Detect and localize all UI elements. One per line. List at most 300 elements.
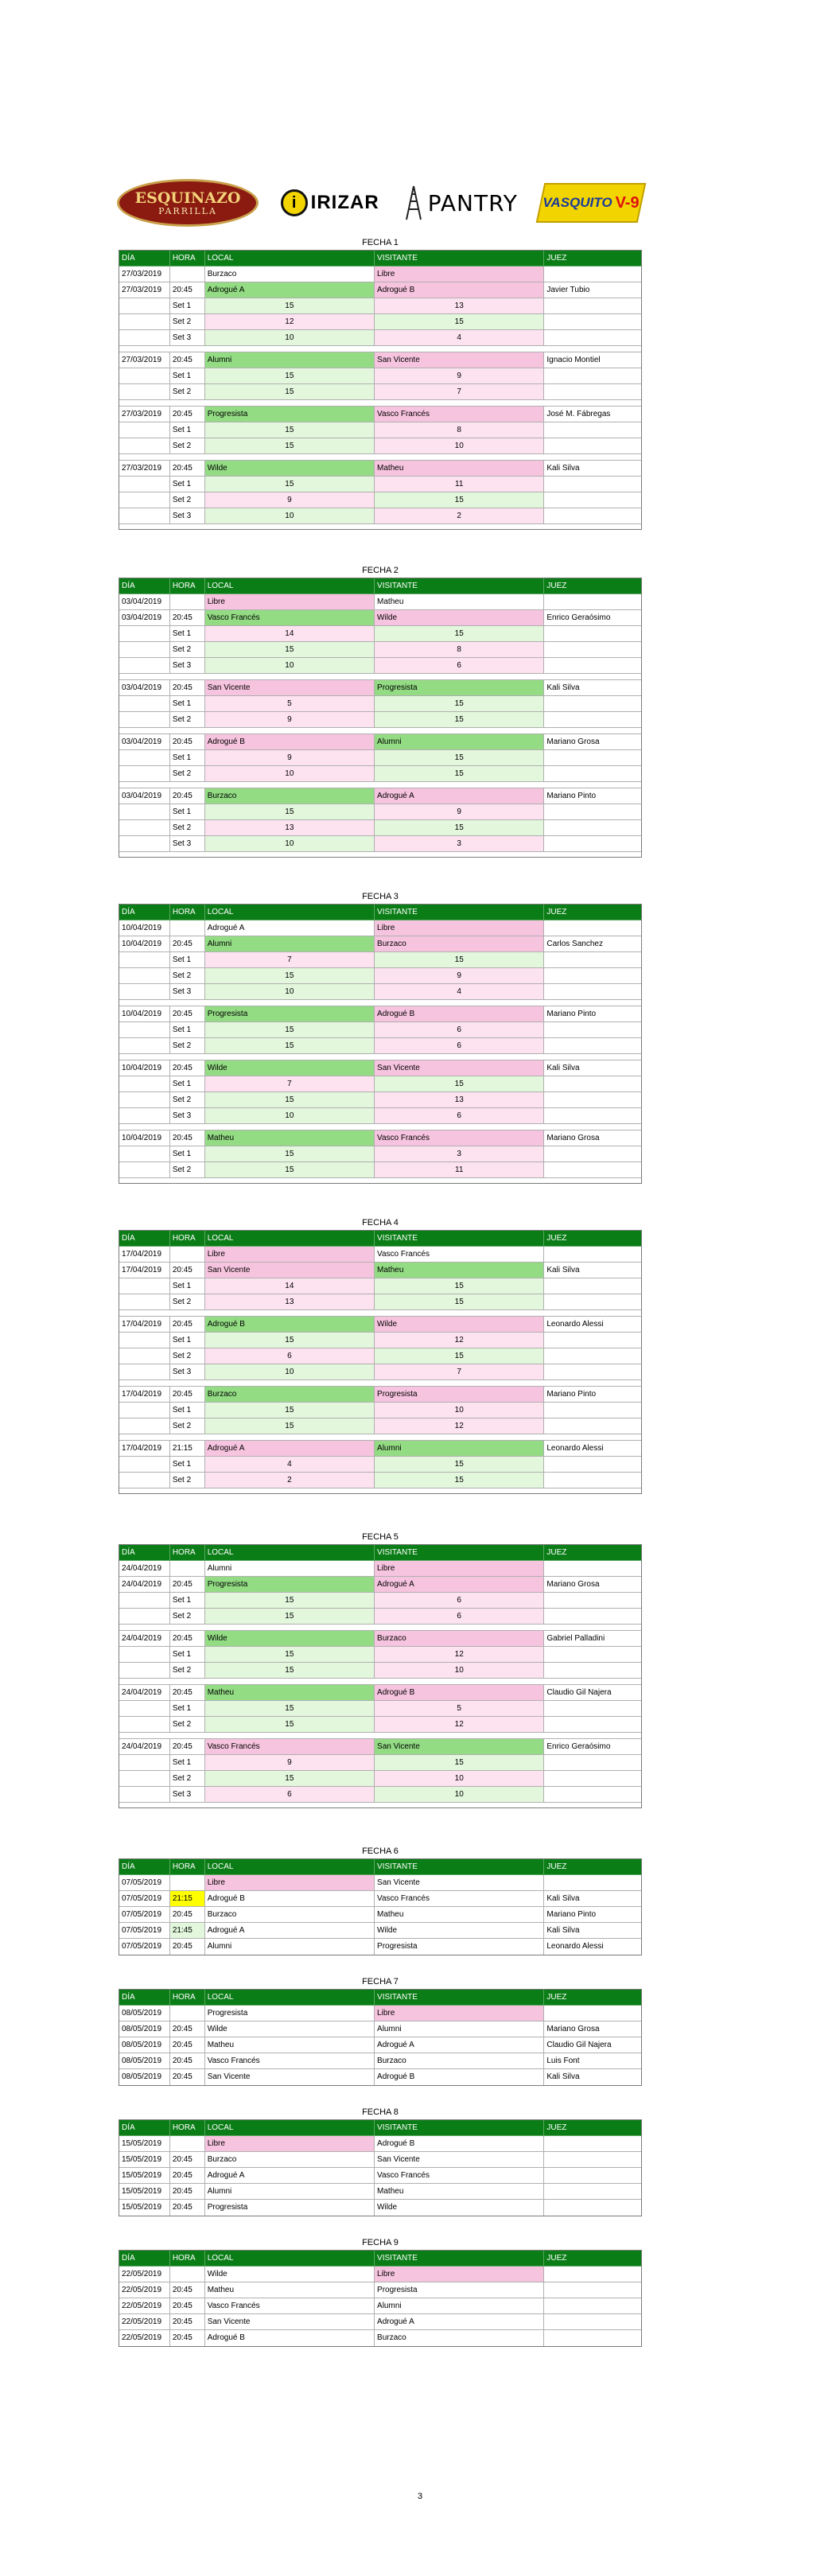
local-score: 10 [205,1364,375,1380]
date-cell: 15/05/2019 [119,2152,170,2168]
time-cell: 20:45 [170,1577,205,1593]
time-cell: 20:45 [170,1317,205,1333]
header-juez: JUEZ [544,1545,641,1561]
date-cell: 17/04/2019 [119,1441,170,1457]
local-cell: Progresista [205,1006,375,1022]
set-label: Set 2 [170,968,205,984]
time-cell: 20:45 [170,1907,205,1923]
visitante-score: 4 [375,984,544,1000]
local-cell: San Vicente [205,680,375,696]
spacer [119,1054,641,1060]
date-cell [119,804,170,820]
header-juez: JUEZ [544,1231,641,1247]
visitante-score: 4 [375,330,544,346]
date-cell: 24/04/2019 [119,1631,170,1647]
date-cell [119,368,170,384]
time-cell: 20:45 [170,2330,205,2346]
time-cell: 20:45 [170,2200,205,2216]
judge-cell: Javier Tubio [544,282,641,298]
set-label: Set 3 [170,836,205,852]
local-score: 15 [205,804,375,820]
set-row [119,1418,641,1434]
local-score: 9 [205,750,375,766]
match-row [119,788,641,804]
match-row [119,461,641,477]
visitante-score: 15 [375,750,544,766]
judge-cell [544,1092,641,1108]
visitante-cell: Libre [375,1561,544,1577]
judge-cell [544,1022,641,1038]
date-cell [119,1333,170,1348]
date-cell: 22/05/2019 [119,2298,170,2314]
visitante-cell: Progresista [375,2282,544,2298]
local-cell: Wilde [205,2267,375,2282]
judge-cell [544,2152,641,2168]
spacer [119,1124,641,1130]
visitante-cell: Progresista [375,680,544,696]
set-row [119,1473,641,1488]
date-cell [119,508,170,524]
local-cell: Matheu [205,2282,375,2298]
date-cell [119,1418,170,1434]
time-cell [170,920,205,936]
visitante-score: 15 [375,1278,544,1294]
date-cell: 07/05/2019 [119,1939,170,1955]
local-cell: Matheu [205,2037,375,2053]
local-cell: Alumni [205,1561,375,1577]
spacer [119,1803,641,1807]
set-label: Set 1 [170,1593,205,1609]
match-row [119,2136,641,2152]
date-cell [119,696,170,712]
match-row [119,610,641,626]
local-score: 15 [205,438,375,454]
local-score: 15 [205,1162,375,1178]
visitante-score: 15 [375,1755,544,1771]
fecha-title: FECHA 2 [362,566,399,575]
set-row [119,696,641,712]
visitante-score: 15 [375,1473,544,1488]
judge-cell [544,384,641,400]
judge-cell [544,1663,641,1679]
judge-cell [544,1278,641,1294]
local-score: 9 [205,492,375,508]
date-cell: 08/05/2019 [119,2053,170,2069]
header-hora: HORA [170,2120,205,2136]
local-cell: Adrogué A [205,920,375,936]
set-row [119,492,641,508]
judge-cell: Leonardo Alessi [546,1942,604,1951]
header-local: LOCAL [205,1545,375,1561]
spacer [119,728,641,734]
judge-cell: Enrico Geraósimo [544,610,641,626]
header-juez: JUEZ [544,1859,641,1875]
visitante-cell: Matheu [375,2184,544,2200]
set-label: Set 3 [170,330,205,346]
visitante-score: 15 [375,1348,544,1364]
date-cell [119,820,170,836]
judge-cell [544,1755,641,1771]
date-cell: 15/05/2019 [119,2200,170,2216]
judge-cell [544,2184,641,2200]
time-cell [170,1561,205,1577]
match-row [119,2282,641,2298]
set-label: Set 2 [170,314,205,330]
visitante-cell: Adrogué B [375,1685,544,1701]
match-row [119,1631,641,1647]
local-cell: Adrogué A [205,2168,375,2184]
time-cell [170,2267,205,2282]
judge-cell [544,1717,641,1733]
set-label: Set 1 [170,952,205,968]
judge-cell [544,1146,641,1162]
time-cell: 20:45 [170,1685,205,1701]
judge-cell [544,968,641,984]
set-label: Set 3 [170,1108,205,1124]
set-row [119,1364,641,1380]
local-cell: Progresista [205,1577,375,1593]
visitante-cell: Libre [375,267,544,282]
local-score: 15 [205,1609,375,1625]
judge-cell [544,750,641,766]
local-cell: Matheu [205,1685,375,1701]
bye-row [119,1247,641,1263]
visitante-score: 3 [375,1146,544,1162]
set-row [119,642,641,658]
spacer [119,1000,641,1006]
date-cell [119,658,170,674]
header-juez: JUEZ [544,251,641,267]
visitante-cell: San Vicente [375,1875,544,1891]
set-label: Set 1 [170,1278,205,1294]
visitante-cell: Matheu [375,1907,544,1923]
irizar-logo: i IRIZAR [278,179,382,227]
visitante-score: 8 [375,642,544,658]
visitante-cell: Progresista [375,1387,544,1403]
date-cell [119,1038,170,1054]
local-cell: Libre [205,594,375,610]
local-cell: Burzaco [205,1387,375,1403]
visitante-score: 15 [375,1457,544,1473]
table-header [119,2251,641,2267]
visitante-score: 6 [375,1022,544,1038]
visitante-score: 6 [375,658,544,674]
date-cell [119,1364,170,1380]
judge-cell [544,267,641,282]
judge-cell [544,1162,641,1178]
local-score: 15 [205,368,375,384]
set-row [119,384,641,400]
date-cell [119,1403,170,1418]
match-row [119,1891,641,1907]
time-cell: 20:45 [170,2184,205,2200]
visitante-score: 6 [375,1038,544,1054]
local-cell: Adrogué B [205,1891,375,1907]
judge-cell: Luis Font [544,2053,641,2069]
judge-cell [544,1593,641,1609]
judge-cell [544,1076,641,1092]
match-row [119,2200,641,2216]
date-cell: 03/04/2019 [119,594,170,610]
set-row [119,1022,641,1038]
time-cell [170,2136,205,2152]
judge-cell: Mariano Grosa [544,734,641,750]
set-label: Set 2 [170,1663,205,1679]
set-row [119,1076,641,1092]
judge-cell: Leonardo Alessi [544,1441,641,1457]
spacer [119,1178,641,1183]
judge-cell: Kali Silva [544,1891,641,1907]
set-row [119,368,641,384]
judge-cell [544,1473,641,1488]
judge-cell [544,626,641,642]
visitante-cell: Adrogué B [375,2136,544,2152]
header-hora: HORA [170,251,205,267]
visitante-cell: Alumni [375,2298,544,2314]
time-cell: 20:45 [170,461,205,477]
visitante-cell: San Vicente [375,1060,544,1076]
set-label: Set 2 [170,1294,205,1310]
header-local: LOCAL [205,905,375,920]
judge-cell: Enrico Geraósimo [544,1739,641,1755]
date-cell [119,1092,170,1108]
table-header [119,1859,641,1875]
visitante-cell: San Vicente [375,352,544,368]
visitante-cell: Burzaco [375,2330,544,2346]
set-label: Set 2 [170,1038,205,1054]
judge-cell [544,594,641,610]
date-cell [119,1663,170,1679]
time-cell: 20:45 [170,2168,205,2184]
judge-cell [544,820,641,836]
visitante-score: 11 [375,1162,544,1178]
date-cell: 22/05/2019 [119,2267,170,2282]
time-cell: 20:45 [170,788,205,804]
date-cell: 27/03/2019 [119,282,170,298]
time-cell: 20:45 [170,680,205,696]
set-row [119,508,641,524]
judge-cell [544,836,641,852]
spacer [119,454,641,461]
local-score: 10 [205,508,375,524]
visitante-score: 15 [375,626,544,642]
set-label: Set 2 [170,1418,205,1434]
set-row [119,438,641,454]
header-dia: DÍA [119,1231,170,1247]
local-score: 15 [205,642,375,658]
set-label: Set 2 [170,492,205,508]
visitante-cell: Wilde [375,2200,544,2216]
judge-cell [544,2330,641,2346]
date-cell: 08/05/2019 [119,2069,170,2085]
visitante-score: 7 [375,1364,544,1380]
set-label: Set 1 [170,1755,205,1771]
date-cell: 03/04/2019 [119,734,170,750]
visitante-score: 10 [375,1663,544,1679]
set-row [119,298,641,314]
time-cell: 20:45 [170,2021,205,2037]
visitante-score: 12 [375,1418,544,1434]
match-row [119,2314,641,2330]
date-cell [119,438,170,454]
local-score: 15 [205,968,375,984]
time-cell: 20:45 [170,407,205,422]
date-cell: 27/03/2019 [119,407,170,422]
date-cell: 22/05/2019 [119,2314,170,2330]
visitante-cell: Adrogué B [375,2069,544,2085]
date-cell: 07/05/2019 [119,1907,170,1923]
set-row [119,750,641,766]
local-cell: Wilde [205,1060,375,1076]
header-dia: DÍA [119,1545,170,1561]
judge-cell: Kali Silva [544,1060,641,1076]
table-header [119,578,641,594]
judge-cell: Kali Silva [544,1923,641,1939]
date-cell: 08/05/2019 [119,2006,170,2021]
judge-cell: Kali Silva [544,1263,641,1278]
set-label: Set 1 [170,298,205,314]
set-row [119,1294,641,1310]
visitante-cell: Alumni [375,734,544,750]
date-cell [119,1473,170,1488]
header-visitante: VISITANTE [375,905,544,920]
visitante-score: 15 [375,712,544,728]
set-row [119,952,641,968]
date-cell: 03/04/2019 [119,610,170,626]
fecha-block-2 [119,565,642,858]
fecha-block-1 [119,237,642,530]
judge-cell [544,2136,641,2152]
local-cell: Adrogué A [205,1441,375,1457]
local-score: 15 [205,1403,375,1418]
date-cell: 08/05/2019 [119,2037,170,2053]
set-row [119,1787,641,1803]
visitante-score: 8 [375,422,544,438]
visitante-cell: Adrogué B [375,1006,544,1022]
judge-cell [544,984,641,1000]
match-row [119,2006,641,2021]
time-cell: 20:45 [170,2298,205,2314]
visitante-score: 15 [375,1294,544,1310]
visitante-cell: Libre [375,2267,544,2282]
esquinazo-logo: ESQUINAZO PARRILLA [117,179,259,227]
tower-icon [404,185,423,220]
header-juez: JUEZ [544,2251,641,2267]
table-header [119,1545,641,1561]
set-row [119,1771,641,1787]
set-label: Set 1 [170,1403,205,1418]
date-cell [119,1701,170,1717]
visitante-score: 3 [375,836,544,852]
judge-cell: Kali Silva [546,2072,580,2081]
fecha-title: FECHA 1 [362,238,399,247]
judge-cell [544,1403,641,1418]
judge-cell [544,642,641,658]
set-label: Set 3 [170,984,205,1000]
set-label: Set 1 [170,1647,205,1663]
local-cell: Burzaco [205,788,375,804]
header-local: LOCAL [205,1231,375,1247]
visitante-cell: Progresista [375,1939,544,1955]
visitante-cell: Libre [375,920,544,936]
set-label: Set 2 [170,438,205,454]
set-row [119,1593,641,1609]
local-cell: Burzaco [205,2152,375,2168]
set-row [119,1146,641,1162]
judge-cell [544,2298,641,2314]
date-cell [119,712,170,728]
header-visitante: VISITANTE [375,1545,544,1561]
fecha-title: FECHA 4 [362,1218,399,1228]
header-visitante: VISITANTE [375,1231,544,1247]
local-score: 15 [205,1701,375,1717]
fixture-table [119,2119,642,2216]
fecha-block-9 [119,2237,642,2347]
judge-cell: Gabriel Palladini [544,1631,641,1647]
local-cell: Progresista [205,2006,375,2021]
sponsor-logos [117,177,642,229]
local-score: 15 [205,1146,375,1162]
date-cell: 10/04/2019 [119,936,170,952]
match-row [119,2152,641,2168]
header-hora: HORA [170,1859,205,1875]
judge-cell: Mariano Pinto [544,1907,641,1923]
date-cell: 17/04/2019 [119,1387,170,1403]
visitante-score: 15 [375,1076,544,1092]
judge-cell [544,2282,641,2298]
set-label: Set 3 [170,1364,205,1380]
visitante-cell: Vasco Francés [375,1891,544,1907]
date-cell [119,1076,170,1092]
set-label: Set 3 [170,508,205,524]
local-cell: Libre [205,1247,375,1263]
visitante-cell: Adrogué A [375,2314,544,2330]
date-cell: 15/05/2019 [119,2136,170,2152]
set-label: Set 3 [170,1787,205,1803]
time-cell: 20:45 [170,2053,205,2069]
date-cell [119,766,170,782]
time-cell [170,267,205,282]
set-label: Set 2 [170,1609,205,1625]
date-cell: 17/04/2019 [119,1317,170,1333]
set-row [119,1348,641,1364]
date-cell [119,1593,170,1609]
time-cell [170,594,205,610]
judge-cell: Mariano Grosa [544,2021,641,2037]
date-cell [119,1146,170,1162]
local-score: 10 [205,836,375,852]
visitante-cell: Wilde [375,1923,544,1939]
visitante-score: 15 [375,820,544,836]
set-label: Set 1 [170,626,205,642]
set-row [119,1457,641,1473]
local-cell: Alumni [205,1939,375,1955]
judge-cell [544,952,641,968]
set-label: Set 3 [170,658,205,674]
time-cell: 20:45 [170,1130,205,1146]
local-score: 13 [205,820,375,836]
time-cell: 20:45 [170,282,205,298]
local-score: 14 [205,1278,375,1294]
set-row [119,422,641,438]
header-visitante: VISITANTE [375,2120,544,2136]
judge-cell [544,2006,641,2021]
visitante-score: 15 [375,696,544,712]
local-score: 13 [205,1294,375,1310]
visitante-cell: Burzaco [375,2053,544,2069]
header-hora: HORA [170,1231,205,1247]
time-cell: 20:45 [170,1387,205,1403]
